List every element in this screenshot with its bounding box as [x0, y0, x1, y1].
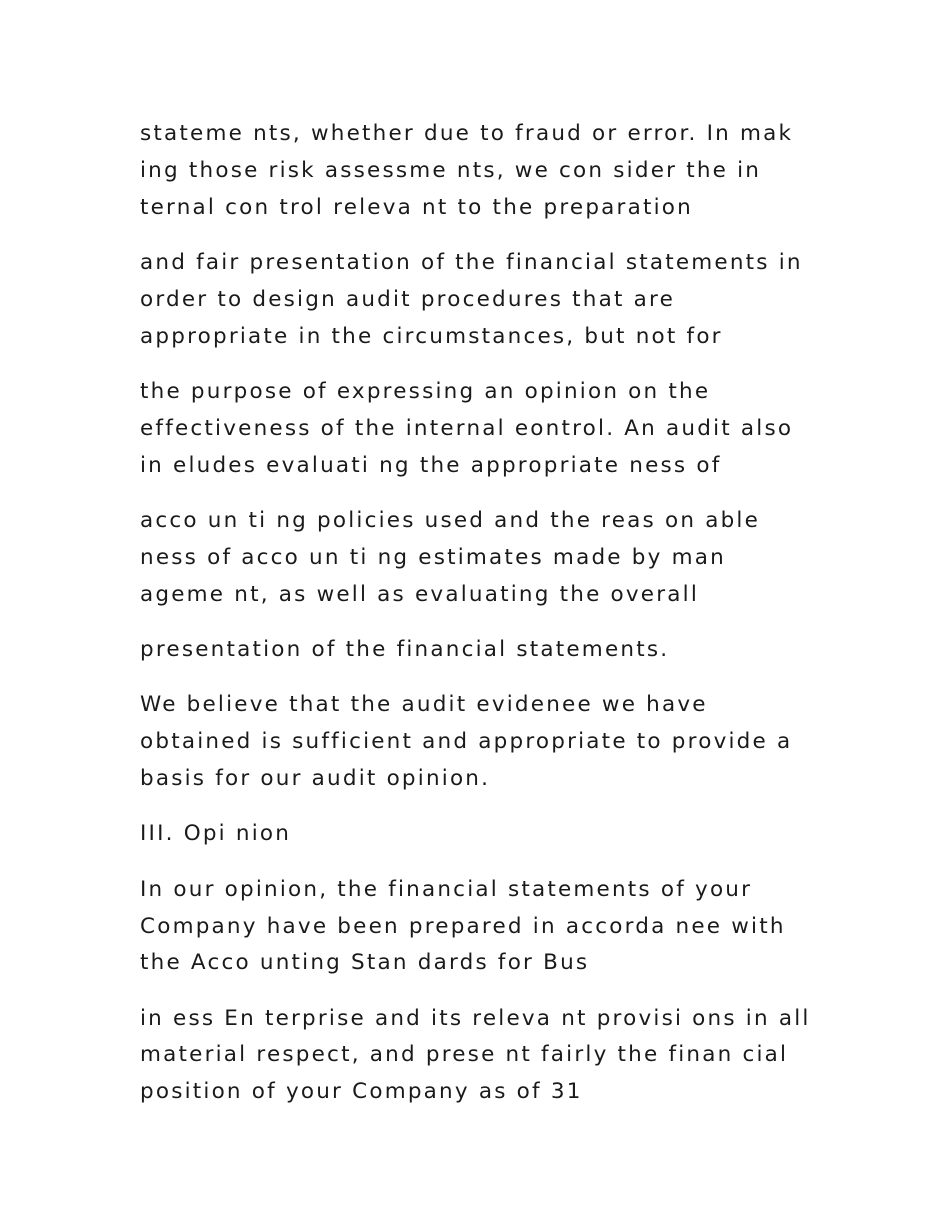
paragraph-business-enterprise — [140, 1001, 830, 1111]
document-body — [140, 116, 830, 1130]
text-line: appropriate in the circumstances, but not for — [140, 323, 723, 349]
text-line: material respect, and prese nt fairly the finan cial — [140, 1042, 789, 1068]
text-line: ness of acco un ti ng estimates made by man — [140, 544, 726, 570]
section-heading-opinion — [140, 816, 830, 853]
text-line: order to design audit procedures that are — [140, 286, 676, 312]
paragraph-accounting-policies — [140, 503, 830, 613]
section-heading: III. Opi nion — [140, 821, 292, 847]
text-line: position of your Company as of 31 — [140, 1079, 583, 1105]
paragraph-fair-presentation — [140, 245, 830, 355]
text-line: the purpose of expressing an opinion on the — [140, 378, 711, 404]
text-line: Company have been prepared in accorda nee with — [140, 913, 786, 939]
text-line: We believe that the audit evidenee we have — [140, 692, 708, 718]
text-line: presentation of the financial statements. — [140, 636, 670, 662]
paragraph-purpose — [140, 374, 830, 484]
text-line: In our opinion, the financial statements of your — [140, 876, 753, 902]
text-line: in eludes evaluati ng the appropriate ness of — [140, 452, 722, 478]
text-line: stateme nts, whether due to fraud or error. In mak — [140, 121, 794, 146]
text-line: effectiveness of the internal eontrol. An audit also — [140, 415, 794, 441]
text-line: the Acco unting Stan dards for Bus — [140, 950, 590, 976]
paragraph-audit-evidence — [140, 687, 830, 797]
text-line: basis for our audit opinion. — [140, 765, 491, 791]
text-line: ageme nt, as well as evaluating the overall — [140, 581, 699, 607]
text-line: obtained is sufficient and appropriate to provide a — [140, 729, 793, 755]
text-line: in ess En terprise and its releva nt provisi ons in all — [140, 1005, 811, 1031]
text-line: ternal con trol releva nt to the preparation — [140, 194, 693, 220]
paragraph-opinion — [140, 872, 830, 982]
text-line: and fair presentation of the financial statements in — [140, 249, 803, 275]
text-line: acco un ti ng policies used and the reas on able — [140, 507, 761, 533]
paragraph-risk-assessment — [140, 116, 830, 226]
paragraph-presentation — [140, 632, 830, 669]
text-line: ing those risk assessme nts, we con sider the in — [140, 157, 762, 183]
